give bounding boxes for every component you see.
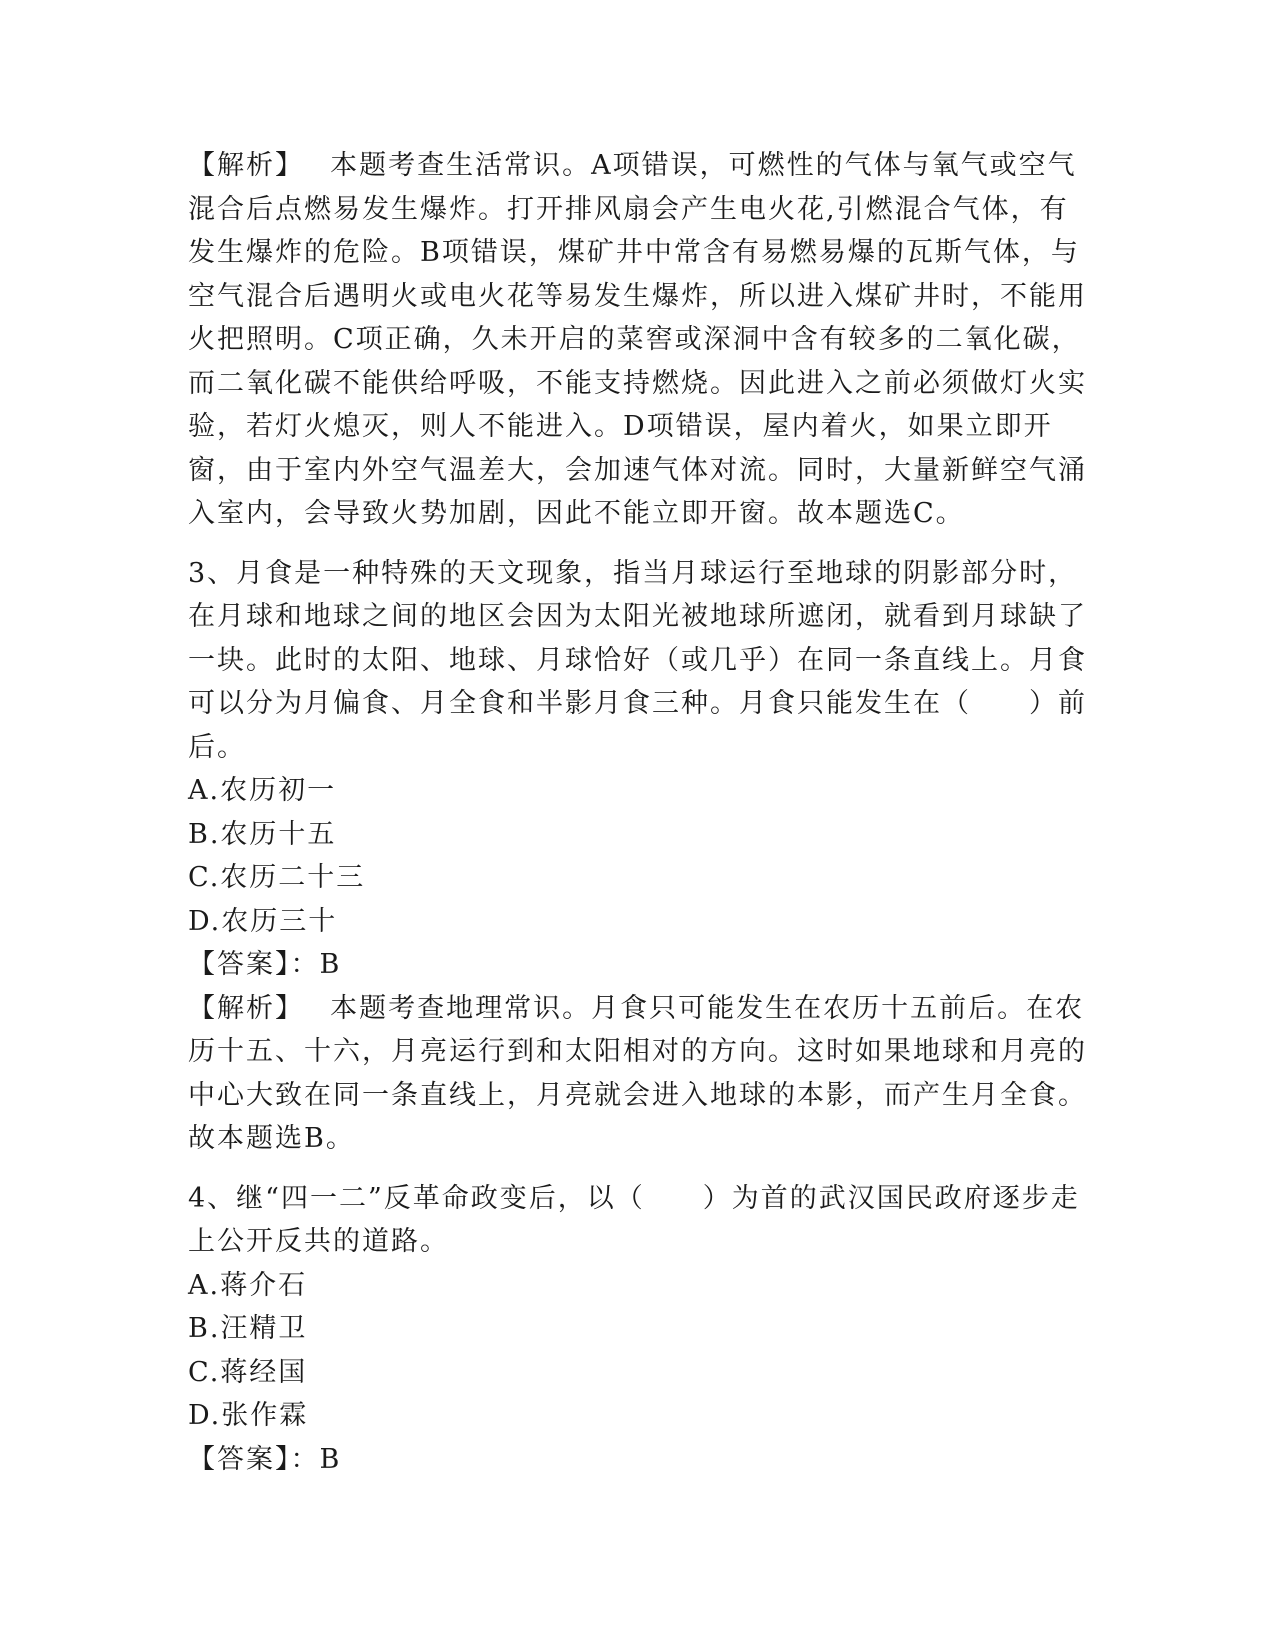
question-4-option-c: C.蒋经国 [188, 1356, 308, 1388]
answer-label: 【答案】： [188, 949, 320, 980]
analysis-text: 本题考查地理常识。月食只可能发生在农历十五前后。在农历十五、十六，月亮运行到和太阳相对的方向。这时如果地球和月亮的中心大致在同一条直线上，月亮就会进入地球的本影，而产生月全食。故本题选B。 [188, 992, 1087, 1154]
question-4-answer [188, 1438, 1088, 1482]
analysis-label: 【解析】 [188, 150, 291, 181]
document-content [188, 144, 1088, 1481]
analysis-q2 [188, 144, 1088, 536]
question-3-answer [188, 943, 1088, 987]
question-3-stem: 3、月食是一种特殊的天文现象，指当月球运行至地球的阴影部分时，在月球和地球之间的地区会因为太阳光被地球所遮闭，就看到月球缺了一块。此时的太阳、地球、月球恰好（或几乎）在同一条直线上。月食可以分为月偏食、月全食和半影月食三种。月食只能发生在（ ）前后。 [188, 557, 1087, 763]
question-3-option-a: A.农历初一 [188, 775, 337, 806]
question-4-stem: 4、继“四一二”反革命政变后，以（ ）为首的武汉国民政府逐步走上公开反共的道路。 [188, 1182, 1080, 1257]
question-3-option-d: D.农历三十 [188, 905, 338, 937]
question-4-option-a: A.蒋介石 [188, 1269, 308, 1301]
question-3-option-b: B.农历十五 [188, 818, 337, 850]
answer-value: B [319, 949, 342, 980]
answer-value: B [319, 1443, 342, 1475]
question-4-option-b: B.汪精卫 [188, 1313, 308, 1344]
analysis-label: 【解析】 [188, 992, 291, 1024]
analysis-text: 本题考查生活常识。A项错误，可燃性的气体与氧气或空气混合后点燃易发生爆炸。打开排风扇会产生电火花,引燃混合气体，有发生爆炸的危险。B项错误，煤矿井中常含有易燃易爆的瓦斯气体，与空气混合后遇明火或电火花等易发生爆炸，所以进入煤矿井时，不能用火把照明。C项正确，久未开启的菜窖或深洞中含有较多的二氧化碳，而二氧化碳不能供给呼吸，不能支持燃烧。因此进入之前必须做灯火实验，若灯火熄灭，则人不能进入。D项错误，屋内着火，如果立即开窗，由于室内外空气温差大，会加速气体对流。同时，大量新鲜空气涌入室内，会导致火势加剧，因此不能立即开窗。故本题选C。 [188, 150, 1087, 529]
question-3-option-c: C.农历二十三 [188, 862, 366, 893]
answer-label: 【答案】： [188, 1443, 320, 1475]
question-4-option-d: D.张作霖 [188, 1400, 309, 1431]
question-3-analysis [188, 987, 1088, 1161]
